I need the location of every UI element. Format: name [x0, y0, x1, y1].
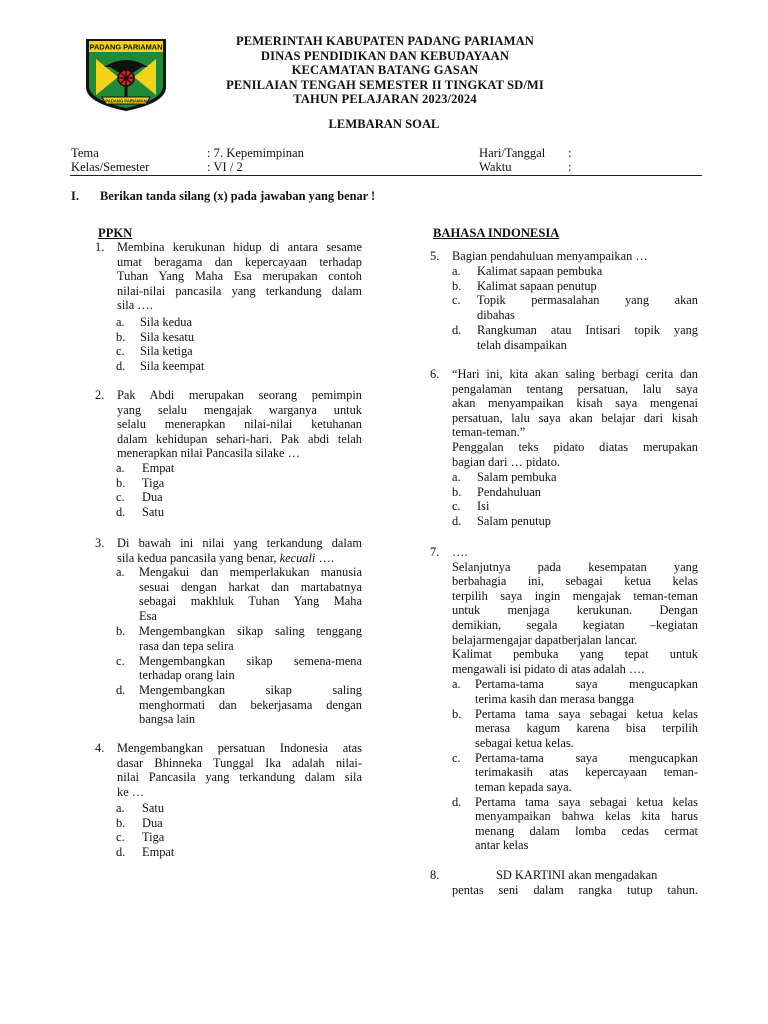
option-text: Sila ketiga [140, 344, 193, 359]
option-line: sebagai makhluk Tuhan Yang Maha [139, 594, 362, 609]
option-text: Salam pembuka [477, 470, 557, 484]
option-text: Satu [142, 801, 165, 815]
waktu-value: : [568, 160, 572, 174]
header-line-4: PENILAIAN TENGAH SEMESTER II TINGKAT SD/MI [226, 77, 544, 92]
stem-line: Mengembangkan persatuan Indonesia atas [117, 741, 362, 755]
stem-line: demikian, segala kegiatan –kegiatan [452, 617, 698, 632]
option-text: Sila kedua [140, 315, 192, 329]
option-letter: d. [452, 513, 462, 528]
option-letter: c. [116, 830, 125, 845]
stem-line: nilai-nilai pancasila yang terkandung dalam [117, 283, 362, 298]
logo-post [125, 85, 128, 98]
option-text: Salam penutup [477, 513, 551, 528]
option-line: Topik permasalahan yang akan [477, 293, 698, 308]
option-letter: a. [452, 470, 461, 484]
stem-line: mengawali isi pidato di atas adalah …. [452, 661, 645, 676]
sheet-title: LEMBARAN SOAL [328, 117, 440, 131]
stem-line: nilai Pancasila yang terkandung dalam sila [117, 770, 362, 785]
stem-line: dalam kehidupan sehari-hari. Pak abdi telah [117, 431, 362, 446]
question-number: 6. [430, 367, 440, 381]
option-letter: b. [452, 278, 462, 293]
tema-label: Tema [71, 146, 99, 160]
question-number: 2. [95, 388, 105, 402]
option-letter: b. [116, 329, 126, 344]
option-letter: c. [116, 490, 125, 505]
stem-line: yang selalu mengajak warganya untuk [117, 402, 362, 417]
option-line: rasa dan tepa selira [139, 638, 234, 653]
regency-logo [84, 37, 168, 113]
instruction-number: I. [71, 189, 79, 203]
option-text: Tiga [142, 475, 165, 490]
stem-line: sila …. [117, 298, 153, 313]
option-line: Esa [139, 608, 157, 623]
stem-line: “Hari ini, kita akan saling berbagi cerita dan [452, 367, 698, 381]
option-text [475, 751, 698, 795]
stem-line: Kalimat pembuka yang tepat untuk [452, 647, 698, 662]
option-line: sebagai ketua kelas. [475, 735, 574, 750]
instruction-text: Berikan tanda silang (x) pada jawaban yang benar ! [100, 189, 376, 203]
option-line: menyampaikan bahwa kelas kita harus [475, 809, 698, 824]
stem-line: akan menyampaikan kisah saya mengenai [452, 396, 698, 411]
option-letter: c. [452, 499, 461, 514]
header-divider [70, 175, 702, 176]
question-stem [452, 545, 698, 676]
question-number: 3. [95, 536, 105, 550]
stem-line [117, 551, 362, 566]
option-text [475, 795, 698, 853]
question-number: 5. [430, 249, 440, 263]
kelas-label: Kelas/Semester [71, 160, 150, 174]
stem-line: SD KARTINI akan mengadakan [496, 868, 658, 882]
question-number: 1. [95, 240, 105, 254]
option-line: Mengembangkan sikap saling tenggang [139, 624, 362, 638]
option-line: Mengembangkan sikap semena-mena [139, 653, 362, 668]
waktu-label: Waktu [479, 160, 512, 174]
option-text [139, 654, 362, 683]
option-text: Empat [142, 844, 175, 859]
question-stem [117, 388, 362, 461]
option-line: merasa kagum karena bisa terpilih [475, 721, 698, 736]
stem-emphasis: kecuali [279, 550, 316, 565]
option-line: Kalimat sapaan penutup [477, 278, 597, 293]
header-line-2: DINAS PENDIDIKAN DAN KEBUDAYAAN [260, 48, 510, 63]
option-line: menang dalam lomba cedas cermat [475, 823, 698, 838]
logo-banner-text: PADANG PARIAMAN [89, 42, 163, 52]
option-line: Pertama-tama saya mengucapkan [475, 750, 698, 765]
option-line: Mengakui dan memperlakukan manusia [139, 565, 362, 579]
header-line-3: KECAMATAN BATANG GASAN [291, 63, 479, 77]
option-letter: a. [452, 677, 461, 691]
option-text [139, 624, 362, 653]
option-line: terimakasih atas kepercayaan teman- [475, 765, 698, 780]
tema-value: : 7. Kepemimpinan [207, 146, 304, 160]
stem-line: dasar Bhinneka Tunggal Ika adalah nilai- [117, 755, 362, 770]
stem-line: Di bawah ini nilai yang terkandung dalam [117, 536, 362, 550]
option-line: Mengembangkan sikap saling [139, 683, 362, 697]
option-letter: a. [116, 315, 125, 329]
stem-line: Membina kerukunan hidup di antara sesame [117, 240, 362, 254]
option-text [477, 293, 698, 322]
option-text: Dua [142, 815, 163, 830]
option-letter: d. [452, 323, 462, 337]
option-letter: c. [452, 293, 461, 308]
stem-line: selalu menerapkan nilai-nilai ketuhanan [117, 417, 362, 432]
question-number: 8. [430, 868, 440, 882]
stem-line: persatuan, lalu saya akan belajar dari kisah [452, 410, 698, 425]
stem-line: pentas seni dalam rangka tutup tahun. [452, 882, 698, 897]
stem-line: berbahagia ini, sebagai ketua kelas [452, 574, 698, 589]
hari-label: Hari/Tanggal [479, 146, 546, 160]
question-stem [117, 536, 362, 565]
option-letter: a. [452, 264, 461, 278]
option-letter: d. [452, 794, 462, 809]
option-text: Tiga [142, 830, 165, 845]
option-line: dibahas [477, 307, 515, 322]
stem-line: Pak Abdi merupakan seorang pemimpin [117, 388, 362, 402]
option-line: antar kelas [475, 838, 529, 853]
option-text: Dua [142, 490, 163, 505]
option-letter: d. [116, 504, 126, 519]
stem-line: umat beragama dan kepercayaan terhadap [117, 254, 362, 269]
stem-text: sila kedua pancasila yang benar, [117, 550, 280, 565]
option-letter: b. [116, 624, 126, 638]
option-letter: d. [116, 358, 126, 373]
question-stem [452, 367, 698, 469]
option-text [139, 565, 362, 623]
option-text [475, 677, 698, 706]
option-text: Sila kesatu [140, 329, 195, 344]
option-line: sesuai dengan harkat dan martabatnya [139, 579, 362, 594]
stem-line: teman-teman.” [452, 425, 526, 440]
option-line: Pertama-tama saya mengucapkan [475, 677, 698, 691]
option-text [477, 323, 698, 352]
option-text: Isi [477, 499, 490, 514]
option-text [477, 279, 698, 294]
stem-line: belajarmengajar dapatberjalan lancar. [452, 632, 638, 647]
option-text: Sila keempat [140, 358, 205, 373]
question-stem [117, 240, 362, 313]
question-number: 7. [430, 545, 440, 559]
stem-line: Selanjutnya pada kesempatan yang [452, 559, 698, 574]
option-letter: a. [116, 461, 125, 475]
option-text: Satu [142, 504, 165, 519]
option-text [139, 683, 362, 727]
option-line: terhadap orang lain [139, 668, 235, 683]
option-line: Pertama tama saya sebagai ketua kelas [475, 794, 698, 809]
stem-text: …. [315, 550, 334, 565]
option-line: Pertama tama saya sebagai ketua kelas [475, 706, 698, 721]
stem-line: Tuhan Yang Maha Esa merupakan contoh [117, 269, 362, 284]
question-stem [452, 868, 698, 897]
option-line: terima kasih dan merasa bangga [475, 691, 634, 706]
stem-line: terpilih saya ingin mengajak teman-teman [452, 588, 698, 603]
kelas-value: : VI / 2 [207, 160, 243, 174]
option-letter: b. [116, 475, 126, 490]
option-text: Pendahuluan [477, 484, 542, 499]
header-line-5: TAHUN PELAJARAN 2023/2024 [293, 92, 477, 106]
question-stem [117, 741, 362, 799]
option-letter: c. [452, 750, 461, 765]
option-letter: c. [116, 653, 125, 668]
stem-line: untuk menjaga kerukunan. Dengan [452, 603, 698, 618]
option-line: teman kepada saya. [475, 779, 572, 794]
option-letter: d. [116, 683, 126, 697]
stem-line: bagian dari … pidato. [452, 454, 561, 469]
option-letter: d. [116, 844, 126, 859]
option-line: Kalimat sapaan pembuka [477, 264, 603, 278]
option-line: Rangkuman atau Intisari topik yang [477, 323, 698, 337]
option-text [475, 707, 698, 751]
stem-line: menerapkan nilai Pancasila silake … [117, 446, 301, 461]
stem-line: ke … [117, 784, 145, 799]
stem-line: pengalaman tentang persatuan, lalu saya [452, 381, 698, 396]
option-line: bangsa lain [139, 712, 196, 727]
option-letter: b. [116, 815, 126, 830]
option-line: telah disampaikan [477, 337, 567, 352]
logo-ribbon-text: PADANG PARIAMAN [105, 98, 147, 104]
option-line: menghormati dan bekerjasama dengan [139, 697, 362, 712]
hari-value: : [568, 146, 572, 160]
header-line-1: PEMERINTAH KABUPATEN PADANG PARIAMAN [235, 34, 535, 48]
option-letter: b. [452, 706, 462, 721]
section-bahasa-indonesia: BAHASA INDONESIA [433, 226, 560, 240]
option-text [477, 264, 698, 279]
option-text: Empat [142, 461, 175, 475]
stem-line: Penggalan teks pidato diatas merupakan [452, 439, 698, 454]
stem-line: Bagian pendahuluan menyampaikan … [452, 249, 648, 263]
question-stem [452, 249, 698, 264]
question-number: 4. [95, 741, 105, 755]
option-letter: a. [116, 565, 125, 579]
option-letter: a. [116, 801, 125, 815]
section-ppkn: PPKN [98, 226, 133, 240]
option-letter: b. [452, 484, 462, 499]
option-letter: c. [116, 344, 125, 359]
stem-line: …. [452, 545, 468, 559]
